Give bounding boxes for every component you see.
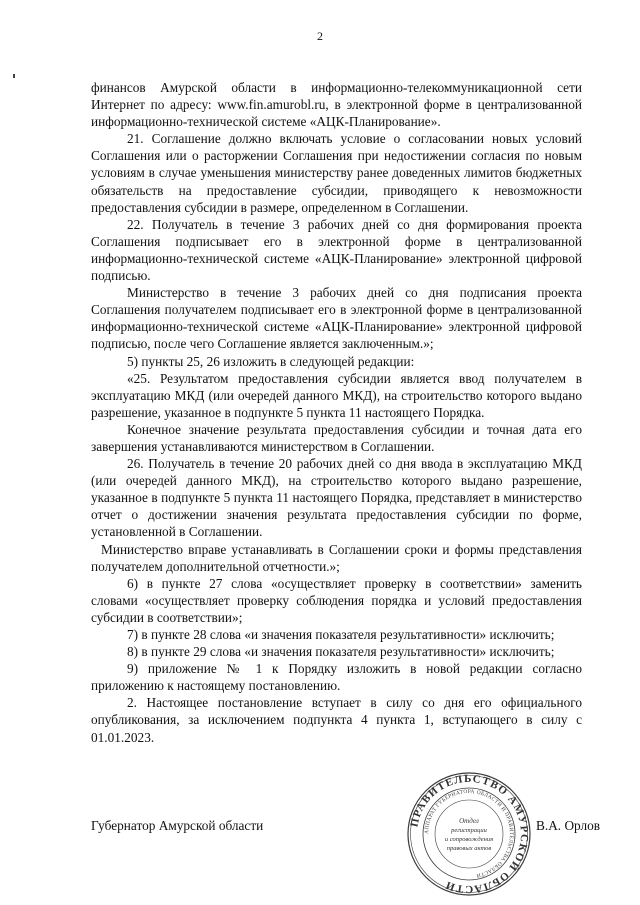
svg-text:Отдел: Отдел [459, 817, 479, 825]
paragraph-item-7: 7) в пункте 28 слова «и значения показателя результативности» исключить; [127, 627, 555, 642]
paragraph-section-2: 2. Настоящее постановление вступает в силу со дня его официального опубликования, за исключением подпункта 4 пункта 1, вступающего в силу с 01.01.2023. [91, 695, 582, 745]
official-stamp-icon [405, 770, 533, 898]
paragraph-additional-reporting: Министерство вправе устанавливать в Соглашении сроки и формы представления получателем дополнительной отчетности.»; [91, 541, 582, 574]
paragraph-item-6: 6) в пункте 27 слова «осуществляет проверку в соответствии» заменить словами «осуществляет проверку соблюдения порядка и условий предоставления субсидии в соответствии»; [91, 575, 582, 625]
document-body [91, 79, 582, 746]
svg-text:АППАРАТ ГУБЕРНАТОРА ОБЛАСТИ И: АППАРАТ ГУБЕРНАТОРА ОБЛАСТИ И ПРАВИТЕЛЬСТВА ОБЛАСТИ [423, 788, 515, 879]
svg-text:правовых актов: правовых актов [446, 845, 492, 852]
svg-text:регистрации: регистрации [451, 827, 487, 834]
paragraph-continuation: финансов Амурской области в информационно-телекоммуникационной сети Интернет по адресу: www.fin.amurobl.ru, в электронной форме в централизованной информационно-технической системе «АЦК-Планирование». [91, 80, 582, 130]
page-number: 2 [317, 29, 323, 43]
paragraph-item-5: 5) пункты 25, 26 изложить в следующей редакции: [127, 353, 415, 369]
paragraph-21: 21. Соглашение должно включать условие о согласовании новых условий Соглашения или о расторжении Соглашения при недостижении согласия по новым условиям в случае уменьшения министерству ранее доведенных лимитов бюджетных обязательств на предоставление субсидии, приводящего к невозможности предоставления субсидии в размере, определенном в Соглашении. [91, 131, 582, 215]
paragraph-ministry-signing: Министерство в течение 3 рабочих дней со дня подписания проекта Соглашения получателем подписывает его в электронной форме в централизованной информационно-технической системе «АЦК-Планирование» электронной цифровой подписью, после чего Соглашение является заключенным.»; [91, 285, 582, 352]
paragraph-22: 22. Получатель в течение 3 рабочих дней со дня формирования проекта Соглашения подписывает его в электронной форме в централизованной информационно-технической системе «АЦК-Планирование» электронной цифровой подписью. [91, 216, 582, 284]
paragraph-25: «25. Результатом предоставления субсидии является ввод получателем в эксплуатацию МКД (или очередей данного МКД), на строительство которого выдано разрешение, указанное в подпункте 5 пункта 11 настоящего Порядка. [91, 370, 582, 420]
paragraph-26: 26. Получатель в течение 20 рабочих дней со дня ввода в эксплуатацию МКД (или очередей данного МКД), на строительство которого выдано разрешение, указанное в подпункте 5 пункта 11 настоящего Порядка, представляет в министерство отчет о достижении значения результата предоставления субсидии по форме, установленной в Соглашении. [91, 456, 582, 540]
margin-mark [13, 74, 15, 78]
paragraph-final-value: Конечное значение результата предоставления субсидии и точная дата его завершения устанавливаются министерством в Соглашении. [91, 421, 582, 454]
svg-text:и сопровождения: и сопровождения [444, 836, 494, 843]
signatory-name: В.А. Орлов [536, 818, 601, 833]
signatory-position: Губернатор Амурской области [91, 818, 264, 833]
svg-text:ПРАВИТЕЛЬСТВО АМУРСКОЙ ОБЛАСТИ: ПРАВИТЕЛЬСТВО АМУРСКОЙ ОБЛАСТИ [408, 772, 531, 896]
paragraph-item-8: 8) в пункте 29 слова «и значения показателя результативности» исключить; [127, 644, 555, 660]
paragraph-item-9: 9) приложение № 1 к Порядку изложить в новой редакции согласно приложению к настоящему постановлению. [91, 661, 582, 694]
